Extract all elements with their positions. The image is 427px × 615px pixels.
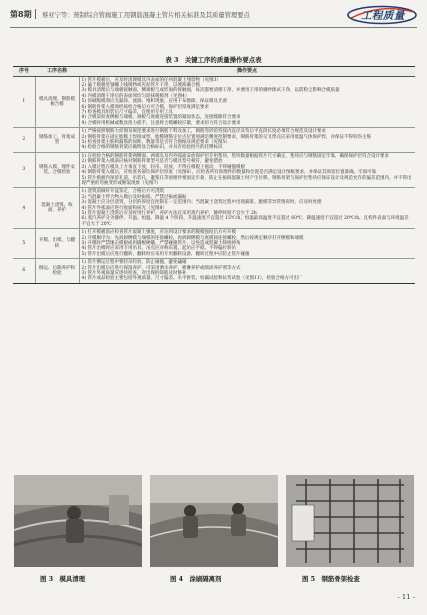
table-row	[13, 128, 415, 153]
operation-point: 4) 内模清理干净后的表面须均匀涂抹脱模剂（见图4）	[81, 93, 190, 99]
row-number: 6	[13, 259, 35, 284]
logo-text: 工程质量	[361, 10, 405, 22]
operation-point: 1) 在检验合格的钢筋骨架两侧面、两端头及内外弧面安放保护层专用垫块，垫块数量根据管片尺寸确定，垫块应与钢筋固定牢靠，确保保护层符合设计要求	[81, 153, 390, 159]
process-name: 模具清理、钢筋模板合模	[35, 76, 79, 128]
operation-point: 5) 管片混凝土浇筑后应及时进行养护，养护方法宜采用蒸汽养护，静停时间不宜少于 2h	[81, 210, 257, 216]
row-number: 1	[13, 76, 35, 128]
header-no: 序号	[13, 67, 35, 77]
operation-point: 4) 管片成品检验主要包括外观质量、尺寸偏差、水平拼装、检漏试验和抗弯试验（见图11），检验合格方可出厂	[81, 276, 303, 282]
photo-rebar-cage-check	[286, 475, 414, 567]
table-row	[13, 229, 415, 259]
operation-point: 2) 钢筋骨架在固定胎膜上焊接成型，胎膜钢筋定位点位置须满足精度控制要求，钢筋骨架的交叉焊点应采用低温气体保护焊，并保证不得咬伤主筋	[81, 134, 372, 140]
table-header-row	[13, 67, 415, 77]
operation-point: 3) 检查骨架主筋和箍筋的间距、数量等是否符合图纸及规范要求（见图5）	[81, 140, 230, 146]
operation-point: 3) 模具清理后与端板接触面，侧端板与成形面的接触面，每次都要清理干净，并要用干净的棉纱擦试干净，以防粉尘影响合模质量	[81, 88, 340, 94]
header-rule	[10, 27, 417, 28]
operation-point: 1) 严格按照钢筋大样图及规范要求进行钢筋下料及加工，钢筋弯折的弯弧内直径及弯后平直段长度必须符合规范及设计要求	[81, 129, 327, 135]
page-number: - 11 -	[397, 593, 415, 601]
running-title: 蔡亚宁等：预制综合管廊施工用钢筋混凝土管片相关标准及其质量管理要点	[42, 12, 250, 19]
operation-points	[79, 76, 415, 128]
table-row	[13, 152, 415, 187]
operation-point: 4) 管片外弧面应进行收面和抹光（见图8）	[81, 205, 167, 211]
operation-point: 4) 管片出模时应采用专用吊具，吊点应对称布置，起吊应平稳，不得偏拉斜吊	[81, 246, 237, 252]
operation-point: 2) 当混凝土拌合物入模后及时振捣，严禁过振或漏振	[81, 194, 187, 200]
operation-point: 9) 合模时用机械或数显扭力扳手，注意将合模螺栓拧紧，要求扭力符合设计要求	[81, 120, 241, 126]
operation-point: 1) 浇筑前做好开盘鉴定，合格后方可浇筑	[81, 189, 165, 195]
process-name: 开模、出模、与翻转	[35, 229, 79, 259]
process-name: 钢筋加工、骨架成型	[35, 128, 79, 153]
operations-table	[13, 66, 415, 284]
operation-point: 1) 打开模板前应检查管片混凝土强度，应达到设计要求的脱模强度后方可开模	[81, 230, 237, 236]
issue-number: 第8期	[10, 9, 32, 19]
operation-point: 2) 钢筋骨架入模前应核对钢筋骨架型号是否与模具型号相符，避免错放	[81, 159, 223, 165]
row-number: 4	[13, 188, 35, 229]
operation-points	[79, 188, 415, 229]
table-row	[13, 259, 415, 284]
figure-caption-3: 图 3 模具清理	[40, 575, 86, 583]
operation-point: 5) 管片模板内预留孔道、吊装孔、灌浆孔等预埋件要固定牢靠，防止在振捣混凝土时产生位移，钢筋骨架与保护层垫块应保证设计及规范允许的偏差范围内，并不得出现严重的弯曲变形或断裂现象（见图7）	[81, 175, 412, 186]
operation-point: 5) 涂刷脱模剂应无漏涂、流淌、堆积现象，应用干布擦除，保证模具光滑	[81, 99, 228, 105]
row-number: 3	[13, 152, 35, 187]
journal-logo	[347, 5, 417, 25]
table-caption: 表 3 关键工序的质量操作要点表	[165, 56, 262, 64]
row-number: 2	[13, 128, 35, 153]
header-separator	[35, 9, 36, 19]
table-row	[13, 188, 415, 229]
operation-points	[79, 152, 415, 187]
photo-release-agent	[150, 475, 278, 567]
operation-point: 4) 检验合格的钢筋骨架应做明显合格标识，并具有检验批号的挂牌标识	[81, 145, 223, 151]
photo-mold-cleaning	[14, 475, 142, 567]
operation-point: 7) 检查模具组装后尺寸偏差，宜使用专用工具	[81, 110, 174, 116]
operation-point: 2) 开模顺序为：先拆卸侧模与端模的连接螺栓，再拆卸侧模与底模间连接螺栓，然后按规定顺序打开侧模和端模	[81, 235, 304, 241]
operation-points	[79, 128, 415, 153]
operation-point: 1) 管片模板后，应及时清理模具内表面的任何混凝土残留物（见图3）	[81, 77, 221, 83]
operation-point: 3) 入模过程在模具上方垂直下放，轻吊、轻放，不得在模板上拖动，不得碰撞模板	[81, 164, 246, 170]
process-name: 钢筋入模、埋件安装、合模检验	[35, 152, 79, 187]
header-points: 操作要点	[79, 67, 415, 77]
operation-point: 3) 开模时严禁锤击模板或用撬棍硬撬，严禁碰撞管片，以免造成混凝土缺棱掉角	[81, 240, 241, 246]
operation-points	[79, 259, 415, 284]
operation-point: 3) 管片外观质量应逐块检查，对出现的缺陷及时修补	[81, 271, 187, 276]
operation-points	[79, 229, 415, 259]
row-number: 5	[13, 229, 35, 259]
operation-point: 6) 钢筋骨架入模须经质检合格后方可合模，保护层厚度满足要求	[81, 104, 210, 110]
operation-point: 4) 钢筋骨架入模后，应检查各部位保护层厚度（见图6），应检查所有预埋件的数量和位置是否满足设计图纸要求，并保证其预留位置准确、牢固可靠	[81, 170, 377, 176]
process-name: 混凝土浇筑、收面、养护	[35, 188, 79, 229]
figure-caption-5: 图 5 钢筋骨架检查	[302, 575, 360, 583]
header-process: 工序名称	[35, 67, 79, 77]
operation-point: 6) 蒸汽养护分为静停、升温、恒温、降温 4 个阶段，升温速度不宜超过 15℃/h，恒温最高温度不宜超过 60℃，降温速度不宜超过 20℃/h，且构件表面与环境温差不宜大于 20℃	[81, 216, 409, 227]
operation-point: 8) 合模前检查侧板与端板、端板与底板连接装置的紧固状态，连接缝隙符合要求	[81, 115, 241, 121]
operation-point: 1) 管片倒运过程中要轻吊轻放，防止碰撞，避免磕碰	[81, 260, 187, 266]
operation-point: 3) 混凝土应分层浇筑，分层的厚度宜控制在一定范围内；当混凝土浇筑过程中出现漏浆、跑模等异常情况时，应及时处理	[81, 200, 322, 206]
page-header	[0, 0, 427, 30]
figure-caption-4: 图 4 涂刷隔离剂	[170, 575, 222, 583]
table-body	[13, 76, 415, 283]
operation-point: 5) 管片出模后应进行翻转，翻转时应采用专用翻转设备，翻转过程中应防止管片碰撞	[81, 251, 250, 257]
operation-point: 2) 偏于模板处皱螺上线脱物或夹泥管片干净，以便准确合模	[81, 83, 201, 88]
operation-point: 2) 管片出模后应进行保湿养护，可采用洒水养护、喷淋养护或喷涂养护剂等方式	[81, 265, 241, 271]
table-row	[13, 76, 415, 128]
figure-row	[14, 475, 414, 567]
process-name: 倒运、后期养护和检验	[35, 259, 79, 284]
